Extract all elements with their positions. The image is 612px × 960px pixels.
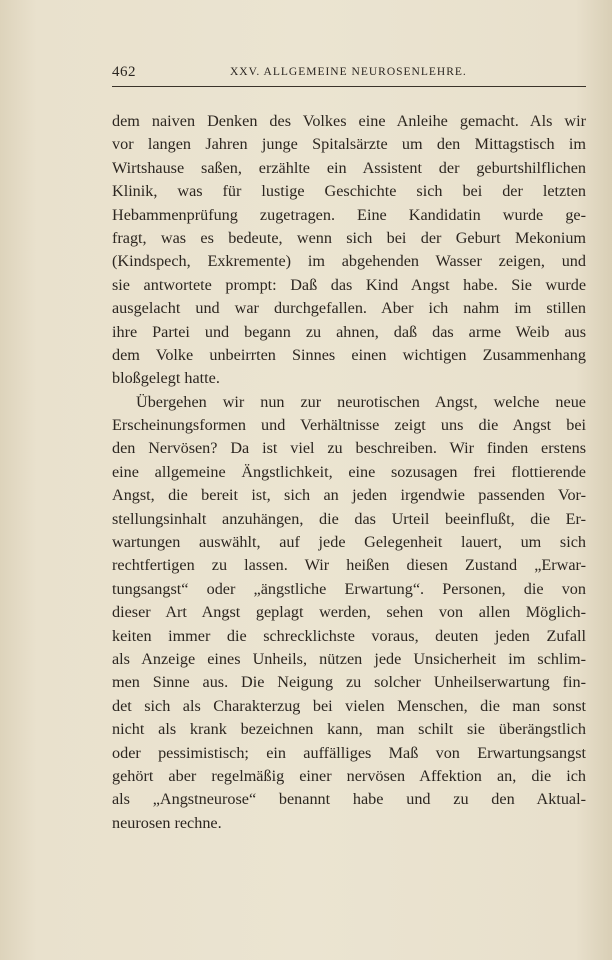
page-number: 462 bbox=[112, 64, 136, 80]
text-line: den Nervösen? Da ist viel zu beschreiben. Wir finden erstens bbox=[112, 439, 586, 458]
page-header bbox=[112, 64, 586, 86]
text-line: als Anzeige eines Unheils, nützen jede Unsicherheit im schlim- bbox=[112, 649, 586, 668]
text-line: als „Angstneurose“ benannt habe und zu den Aktual- bbox=[112, 790, 586, 809]
text-line: Hebammenprüfung zugetragen. Eine Kandidatin wurde ge- bbox=[112, 205, 586, 224]
text-line: ausgelacht und war durchgefallen. Aber ich nahm im stillen bbox=[112, 299, 586, 318]
paragraph-2 bbox=[112, 391, 586, 835]
text-line: dieser Art Angst geplagt werden, sehen von allen Möglich- bbox=[112, 603, 586, 622]
text-line: bloßgelegt hatte. bbox=[112, 369, 220, 388]
text-line: Angst, die bereit ist, sich an jeden irgendwie passenden Vor- bbox=[112, 486, 586, 505]
text-line: vor langen Jahren junge Spitalsärzte um den Mittagstisch im bbox=[112, 135, 586, 154]
body-text bbox=[112, 110, 586, 835]
text-line: oder pessimistisch; ein auffälliges Maß von Erwartungsangst bbox=[112, 743, 586, 762]
text-line: eine allgemeine Ängstlichkeit, eine sozusagen frei flottierende bbox=[112, 462, 586, 481]
text-line: tungsangst“ oder „ängstliche Erwartung“. Personen, die von bbox=[112, 579, 586, 598]
text-line: sie antwortete prompt: Daß das Kind Angst habe. Sie wurde bbox=[112, 275, 586, 294]
text-line: det sich als Charakterzug bei vielen Menschen, die man sonst bbox=[112, 696, 586, 715]
paragraph-1 bbox=[112, 110, 586, 391]
text-line: stellungsinhalt anzuhängen, die das Urteil beeinflußt, die Er- bbox=[112, 509, 586, 528]
text-line: fragt, was es bedeute, wenn sich bei der Geburt Mekonium bbox=[112, 228, 586, 247]
text-line: Wirtshause saßen, erzählte ein Assistent der geburtshilflichen bbox=[112, 158, 586, 177]
header-rule bbox=[112, 86, 586, 87]
text-line: Übergehen wir nun zur neurotischen Angst, welche neue bbox=[136, 392, 586, 411]
text-line: dem naiven Denken des Volkes eine Anleihe gemacht. Als wir bbox=[112, 112, 586, 130]
text-line: (Kindspech, Exkremente) im abgehenden Wasser zeigen, und bbox=[112, 252, 586, 271]
text-line: Erscheinungsformen und Verhältnisse zeigt uns die Angst bei bbox=[112, 416, 586, 435]
text-line: rechtfertigen zu lassen. Wir heißen diesen Zustand „Erwar- bbox=[112, 556, 586, 575]
text-line: keiten immer die schrecklichste voraus, deuten jeden Zufall bbox=[112, 626, 586, 645]
text-line: men Sinne aus. Die Neigung zu solcher Unheilserwartung fin- bbox=[112, 673, 586, 692]
text-line: Klinik, was für lustige Geschichte sich bei der letzten bbox=[112, 182, 586, 201]
running-title: XXV. ALLGEMEINE NEUROSENLEHRE. bbox=[230, 66, 467, 78]
text-line: ihre Partei und begann zu ahnen, daß das arme Weib aus bbox=[112, 322, 586, 341]
text-line: gehört aber regelmäßig einer nervösen Affektion an, die ich bbox=[112, 766, 586, 785]
text-line: dem Volke unbeirrten Sinnes einen wichtigen Zusammenhang bbox=[112, 345, 586, 364]
text-line: wartungen auswählt, auf jede Gelegenheit lauert, um sich bbox=[112, 533, 586, 552]
text-line: nicht als krank bezeichnen kann, man schilt sie überängstlich bbox=[112, 720, 586, 739]
text-line: neurosen rechne. bbox=[112, 813, 222, 832]
